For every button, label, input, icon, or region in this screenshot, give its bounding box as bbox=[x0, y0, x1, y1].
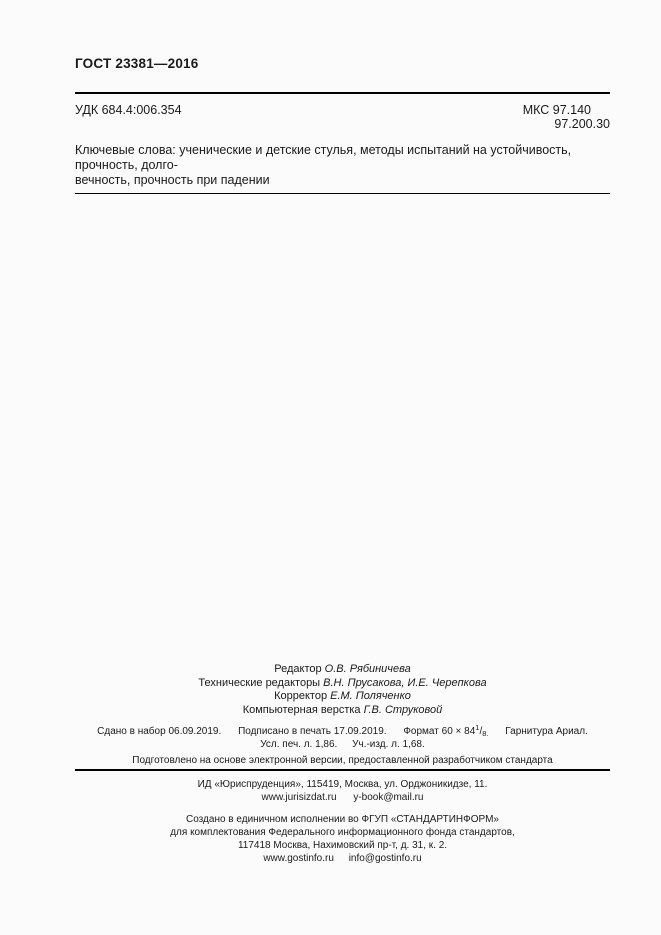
signed-to-print-date: Подписано в печать 17.09.2019. bbox=[238, 726, 387, 737]
standartinform-line-1: Создано в единичном исполнении во ФГУП «СТАНДАРТИНФОРМ» bbox=[186, 814, 499, 825]
keywords-line-1: Ключевые слова: ученические и детские стулья, методы испытаний на устойчивость, прочность, долго- bbox=[75, 143, 572, 172]
colophon-rule bbox=[75, 769, 610, 771]
keywords-bottom-rule bbox=[75, 193, 610, 194]
editor-role: Компьютерная верстка bbox=[242, 703, 361, 716]
keywords-line-2: вечность, прочность при падении bbox=[75, 173, 270, 187]
standartinform-contacts bbox=[75, 852, 610, 865]
publishing-sheets: Уч.-изд. л. 1,68. bbox=[352, 739, 425, 750]
editor-role: Корректор bbox=[274, 690, 328, 702]
editor-role: Редактор bbox=[274, 663, 322, 675]
standartinform-email: info@gostinfo.ru bbox=[348, 853, 422, 864]
mks-codes bbox=[523, 103, 610, 131]
editor-row bbox=[75, 690, 610, 704]
conventional-printed-sheets: Усл. печ. л. 1,86. bbox=[260, 739, 338, 750]
print-info-block bbox=[75, 725, 610, 751]
keywords-paragraph bbox=[75, 143, 610, 188]
publisher-address: ИД «Юриспруденция», 115419, Москва, ул. Орджоникидзе, 11. bbox=[197, 779, 488, 790]
typeset-date: Сдано в набор 06.09.2019. bbox=[97, 726, 222, 737]
editor-row bbox=[75, 677, 610, 691]
top-rule bbox=[75, 92, 610, 94]
mks-code-2: 97.200.30 bbox=[554, 117, 610, 131]
paper-format bbox=[403, 725, 488, 738]
editor-name: Е.М. Поляченко bbox=[330, 690, 411, 702]
editor-name: В.Н. Прусакова, И.Е. Черепкова bbox=[323, 676, 487, 689]
format-slash: / bbox=[479, 726, 483, 737]
editor-name: О.В. Рябиничева bbox=[324, 663, 411, 675]
editor-role: Технические редакторы bbox=[198, 676, 321, 689]
standartinform-block bbox=[75, 813, 610, 865]
print-info-line-2 bbox=[75, 738, 610, 751]
classification-row bbox=[75, 103, 610, 131]
page-content bbox=[75, 0, 610, 865]
format-numerator: 1 bbox=[475, 723, 480, 732]
print-info-line-1 bbox=[75, 725, 610, 738]
publisher-website: www.jurisizdat.ru bbox=[261, 792, 337, 803]
publisher-block bbox=[75, 778, 610, 804]
udk-code: УДК 684.4:006.354 bbox=[75, 103, 182, 117]
editor-name: Г.В. Струковой bbox=[363, 703, 443, 716]
format-base: Формат 60 × 84 bbox=[403, 726, 476, 737]
prepared-note: Подготовлено на основе электронной версии, предоставленной разработчиком стандарта bbox=[132, 755, 553, 766]
publisher-contacts bbox=[75, 791, 610, 804]
standartinform-line-2: для комплектования Федерального информационного фонда стандартов, bbox=[170, 827, 515, 838]
format-denominator: 8. bbox=[482, 729, 489, 738]
typeface-name: Гарнитура Ариал. bbox=[505, 726, 588, 737]
publisher-email: y-book@mail.ru bbox=[353, 792, 424, 803]
standard-number: ГОСТ 23381—2016 bbox=[75, 56, 199, 71]
mks-code-1: МКС 97.140 bbox=[522, 103, 591, 117]
editor-row bbox=[75, 663, 610, 677]
standartinform-address: 117418 Москва, Нахимовский пр-т, д. 31, к. 2. bbox=[237, 840, 448, 851]
editor-row bbox=[75, 704, 610, 718]
standartinform-website: www.gostinfo.ru bbox=[263, 853, 334, 864]
editors-block bbox=[75, 663, 610, 717]
